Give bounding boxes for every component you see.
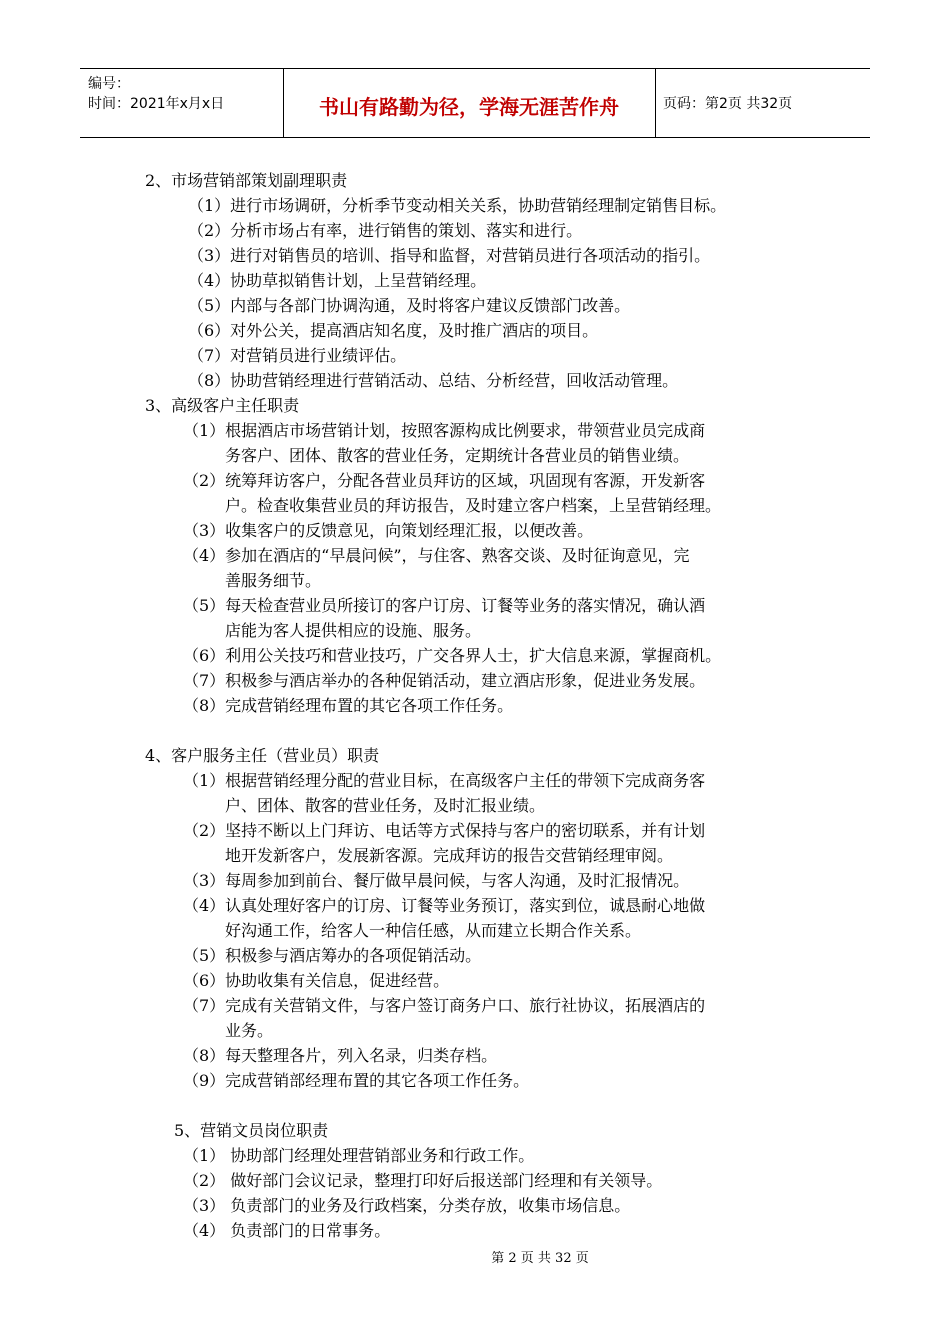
- list-item-continuation: 户、团体、散客的营业任务，及时汇报业绩。: [225, 796, 546, 815]
- list-item-continuation: 店能为客人提供相应的设施、服务。: [225, 621, 482, 640]
- list-item-continuation: 好沟通工作，给客人一种信任感，从而建立长期合作关系。: [225, 921, 642, 940]
- section-heading: 3、高级客户主任职责: [145, 396, 300, 415]
- list-item: （3）收集客户的反馈意见，向策划经理汇报，以便改善。: [183, 521, 594, 540]
- list-item: （9）完成营销部经理布置的其它各项工作任务。: [183, 1071, 530, 1090]
- list-item: （4）协助草拟销售计划，上呈营销经理。: [188, 271, 487, 290]
- list-item: （2）分析市场占有率，进行销售的策划、落实和进行。: [188, 221, 583, 240]
- section-heading: 2、市场营销部策划副理职责: [145, 171, 348, 190]
- list-item: （1）根据营销经理分配的营业目标，在高级客户主任的带领下完成商务客: [183, 771, 706, 790]
- page-info: 页码：第2页 共32页: [663, 96, 793, 112]
- serial-label: 编号：: [88, 76, 130, 92]
- list-item: （3）进行对销售员的培训、指导和监督，对营销员进行各项活动的指引。: [188, 246, 711, 265]
- list-item: （8）协助营销经理进行营销活动、总结、分析经营，回收活动管理。: [188, 371, 679, 390]
- list-item: （8）完成营销经理布置的其它各项工作任务。: [183, 696, 514, 715]
- list-item: （1）进行市场调研，分析季节变动相关关系，协助营销经理制定销售目标。: [188, 196, 727, 215]
- list-item: （4）参加在酒店的“早晨问候”，与住客、熟客交谈、及时征询意见，完: [183, 546, 690, 565]
- list-item: （6）协助收集有关信息，促进经营。: [183, 971, 450, 990]
- list-item: （7）完成有关营销文件，与客户签订商务户口、旅行社协议，拓展酒店的: [183, 996, 706, 1015]
- list-item: （4） 负责部门的日常事务。: [183, 1221, 391, 1240]
- list-item: （3）每周参加到前台、餐厅做早晨问候，与客人沟通，及时汇报情况。: [183, 871, 690, 890]
- list-item: （7）积极参与酒店举办的各种促销活动，建立酒店形象，促进业务发展。: [183, 671, 706, 690]
- list-item: （5）内部与各部门协调沟通，及时将客户建议反馈部门改善。: [188, 296, 631, 315]
- list-item: （1） 协助部门经理处理营销部业务和行政工作。: [183, 1146, 535, 1165]
- list-item: （2） 做好部门会议记录，整理打印好后报送部门经理和有关领导。: [183, 1171, 663, 1190]
- list-item: （6）对外公关，提高酒店知名度，及时推广酒店的项目。: [188, 321, 599, 340]
- list-item: （7）对营销员进行业绩评估。: [188, 346, 407, 365]
- list-item: （8）每天整理各片，列入名录，归类存档。: [183, 1046, 498, 1065]
- list-item: （4）认真处理好客户的订房、订餐等业务预订，落实到位，诚恳耐心地做: [183, 896, 706, 915]
- list-item-continuation: 善服务细节。: [225, 571, 322, 590]
- list-item-continuation: 务客户、团体、散客的营业任务，定期统计各营业员的销售业绩。: [225, 446, 690, 465]
- footer-page-number: 第 2 页 共 32 页: [491, 1251, 589, 1266]
- list-item: （5）每天检查营业员所接订的客户订房、订餐等业务的落实情况，确认酒: [183, 596, 706, 615]
- date-label: 时间：2021年x月x日: [88, 96, 225, 112]
- list-item-continuation: 业务。: [225, 1021, 274, 1040]
- slogan: 书山有路勤为径，学海无涯苦作舟: [319, 95, 619, 119]
- list-item: （2）统筹拜访客户，分配各营业员拜访的区域，巩固现有客源，开发新客: [183, 471, 706, 490]
- section-heading: 4、客户服务主任（营业员）职责: [145, 746, 380, 765]
- list-item: （1）根据酒店市场营销计划，按照客源构成比例要求，带领营业员完成商: [183, 421, 706, 440]
- list-item-continuation: 户。检查收集营业员的拜访报告，及时建立客户档案，上呈营销经理。: [225, 496, 722, 515]
- page-footer: [0, 1247, 950, 1266]
- list-item: （5）积极参与酒店筹办的各项促销活动。: [183, 946, 482, 965]
- list-item: （6）利用公关技巧和营业技巧，广交各界人士，扩大信息来源，掌握商机。: [183, 646, 722, 665]
- section-heading: 5、营销文员岗位职责: [174, 1121, 329, 1140]
- list-item: （3） 负责部门的业务及行政档案，分类存放，收集市场信息。: [183, 1196, 631, 1215]
- list-item: （2）坚持不断以上门拜访、电话等方式保持与客户的密切联系，并有计划: [183, 821, 706, 840]
- list-item-continuation: 地开发新客户，发展新客源。完成拜访的报告交营销经理审阅。: [225, 846, 674, 865]
